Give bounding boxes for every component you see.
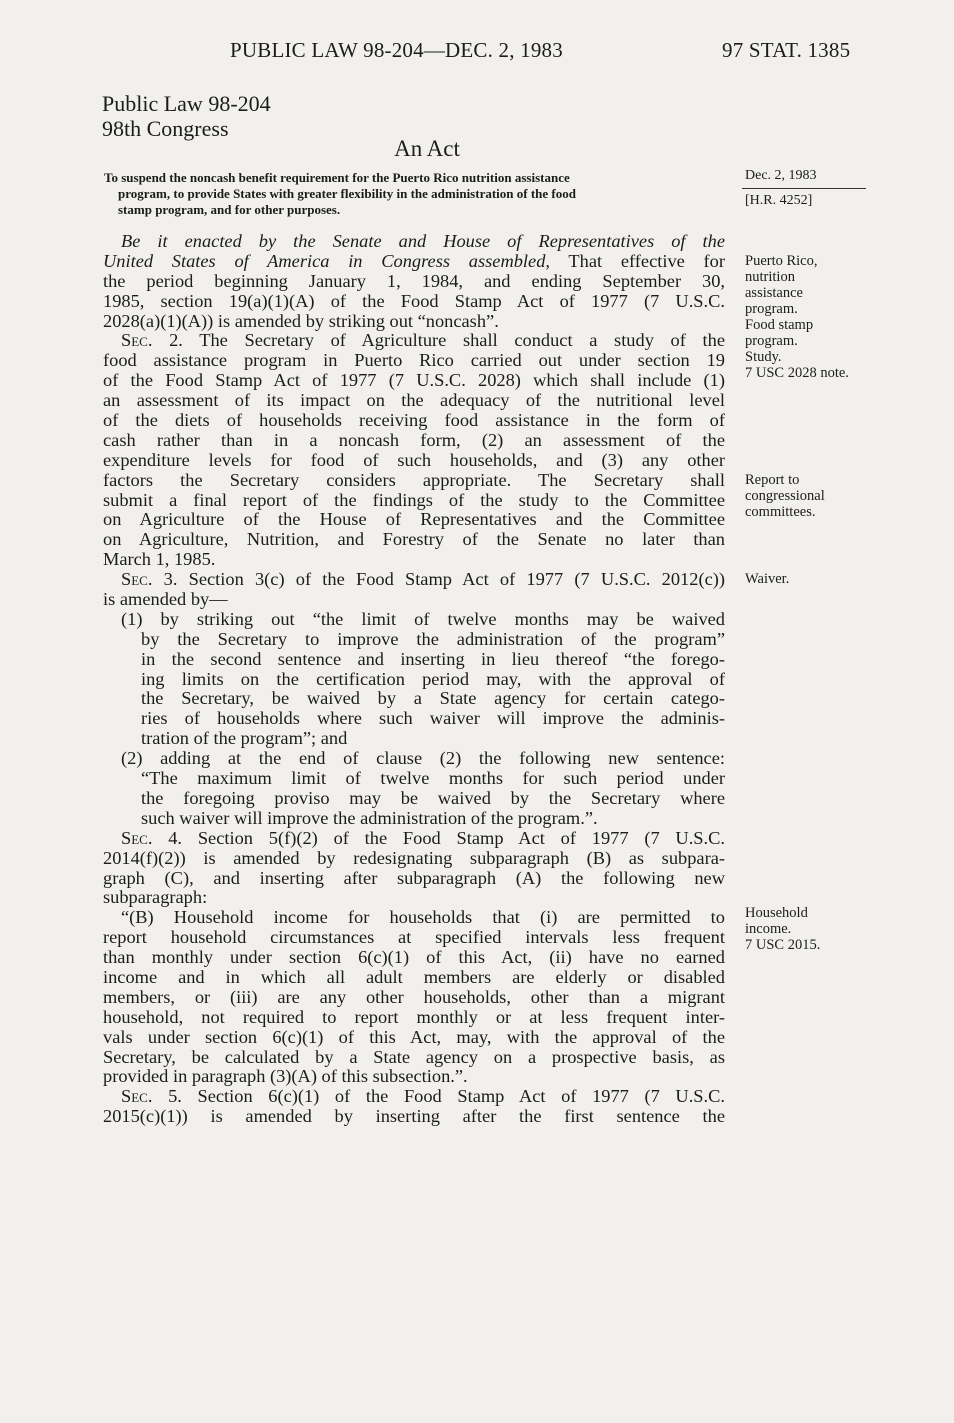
text-line: 1985, section 19(a)(1)(A) of the Food Stamp Act of 1977 (7 U.S.C. — [103, 290, 725, 311]
text-line: “The maximum limit of twelve months for such period under — [141, 768, 725, 789]
text-line: household, not required to report monthly or at less frequent inter- — [103, 1006, 725, 1027]
act-title: An Act — [394, 136, 460, 161]
text-line: ries of households where such waiver will improve the adminis- — [141, 708, 725, 729]
text-line: Secretary, be calculated by a State agency on a prospective basis, as — [103, 1046, 725, 1067]
text-line: of the diets of households receiving food assistance in the form of — [103, 410, 725, 431]
law-identifier — [102, 91, 271, 141]
text-line: members, or (iii) are any other households, other than a migrant — [103, 986, 725, 1007]
section-4-start: Sec. 4. Section 5(f)(2) of the Food Stamp Act of 1977 (7 U.S.C. — [121, 827, 725, 848]
text-line: submit a final report of the findings of the study to the Committee — [103, 489, 725, 510]
text-line: income and in which all adult members are elderly or disabled — [103, 966, 725, 987]
public-law-number: Public Law 98-204 — [102, 91, 271, 116]
text-line: on Agriculture, Nutrition, and Forestry of the Senate no later than — [103, 529, 725, 550]
running-head-law: PUBLIC LAW 98-204—DEC. 2, 1983 — [230, 38, 563, 62]
text-line: expenditure levels for food of such households, and (3) any other — [103, 449, 725, 470]
text-line: vals under section 6(c)(1) of this Act, may, with the approval of the — [103, 1026, 725, 1047]
text-line: the foregoing proviso may be waived by the Secretary where — [141, 787, 725, 808]
text-line: 2015(c)(1)) is amended by inserting after the first sentence the — [103, 1106, 725, 1127]
enacting-clause: Be it enacted by the Senate and House of Representatives of the — [121, 231, 725, 251]
date-rule — [742, 188, 866, 189]
text-line: the Secretary, be waived by a State agency for certain catego- — [141, 688, 725, 709]
text-line: food assistance program in Puerto Rico carried out under section 19 — [103, 350, 725, 371]
margin-note-household-income: Household income. 7 USC 2015. — [745, 905, 821, 953]
text-line: such waiver will improve the administration of the program.”. — [141, 807, 598, 828]
text-line: 2014(f)(2)) is amended by redesignating subparagraph (B) as subpara- — [103, 847, 725, 868]
act-purpose — [104, 170, 726, 218]
margin-note-puerto-rico: Puerto Rico, nutrition assistance program. Food stamp program. Study. 7 USC 2028 note. — [745, 253, 849, 381]
text-line: ing limits on the certification period may, with the approval of — [141, 668, 725, 689]
text-line: than monthly under section 6(c)(1) of this Act, (ii) have no earned — [103, 947, 725, 968]
text-line: March 1, 1985. — [103, 549, 216, 570]
enactment-date-box — [742, 168, 866, 209]
running-head-statute: 97 STAT. 1385 — [722, 38, 851, 62]
text-line: factors the Secretary considers appropriate. The Secretary shall — [103, 469, 725, 490]
section-5-start: Sec. 5. Section 6(c)(1) of the Food Stamp Act of 1977 (7 U.S.C. — [121, 1086, 725, 1107]
text-line: on Agriculture of the House of Representatives and the Committee — [103, 509, 725, 530]
purpose-line: stamp program, and for other purposes. — [118, 202, 341, 217]
act-body — [103, 232, 725, 1127]
text-line: of the Food Stamp Act of 1977 (7 U.S.C. 2028) which shall include (1) — [103, 370, 725, 391]
subparagraph-b-start: “(B) Household income for households that (i) are permitted to — [121, 907, 725, 928]
enacting-clause: United States of America in Congress assembled, That effective for — [103, 250, 725, 271]
bill-number: [H.R. 4252] — [745, 193, 813, 208]
margin-note-report: Report to congressional committees. — [745, 472, 825, 520]
purpose-line: program, to provide States with greater flexibility in the administration of the food — [118, 186, 576, 201]
text-line: cash rather than in a noncash form, (2) an assessment of the — [103, 429, 725, 450]
text-line: provided in paragraph (3)(A) of this subsection.”. — [103, 1066, 468, 1087]
text-line: an assessment of its impact on the adequacy of the nutritional level — [103, 390, 725, 411]
section-2-start: Sec. 2. The Secretary of Agriculture shall conduct a study of the — [121, 330, 725, 351]
text-line: report household circumstances at specified intervals less frequent — [103, 927, 725, 948]
text-line: graph (C), and inserting after subparagraph (A) the following new — [103, 867, 725, 888]
text-line: is amended by— — [103, 589, 228, 610]
enactment-date: Dec. 2, 1983 — [745, 168, 817, 183]
clause-1-start: (1) by striking out “the limit of twelve months may be waived — [121, 608, 725, 629]
text-line: tration of the program”; and — [141, 728, 348, 749]
text-line: subparagraph: — [103, 887, 208, 908]
text-line: by the Secretary to improve the administration of the program” — [141, 628, 725, 649]
margin-note-waiver: Waiver. — [745, 571, 790, 587]
congress-number: 98th Congress — [102, 116, 229, 141]
clause-2-start: (2) adding at the end of clause (2) the following new sentence: — [121, 748, 725, 769]
text-line: 2028(a)(1)(A)) is amended by striking out “noncash”. — [103, 310, 499, 331]
text-line: in the second sentence and inserting in lieu thereof “the forego- — [141, 648, 725, 669]
text-line: the period beginning January 1, 1984, and ending September 30, — [103, 270, 725, 291]
section-3-start: Sec. 3. Section 3(c) of the Food Stamp Act of 1977 (7 U.S.C. 2012(c)) — [121, 569, 725, 590]
purpose-line: To suspend the noncash benefit requirement for the Puerto Rico nutrition assistance — [104, 170, 570, 185]
